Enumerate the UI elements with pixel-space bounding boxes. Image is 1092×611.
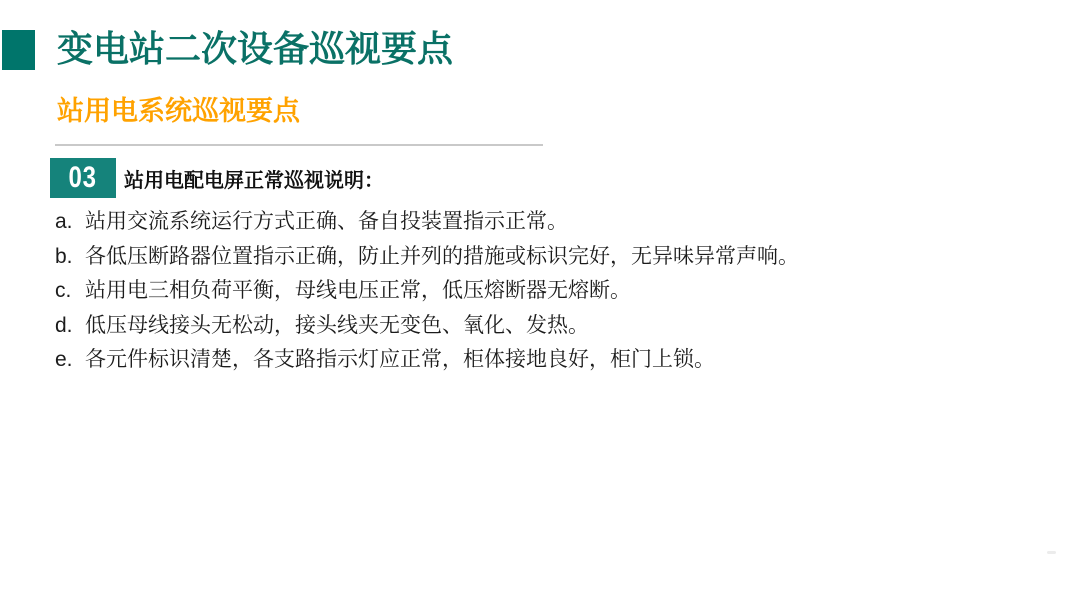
list-item-label: e. — [55, 348, 73, 371]
title-accent-square-icon — [2, 30, 35, 70]
list-item — [55, 343, 799, 378]
list-item-text: 各元件标识清楚，各支路指示灯应正常，柜体接地良好，柜门上锁。 — [85, 348, 715, 371]
subtitle-divider — [55, 144, 543, 146]
section-header-row — [50, 158, 384, 198]
list-item-label: b. — [55, 244, 73, 268]
list-item — [55, 274, 799, 309]
corner-watermark-mark — [1047, 551, 1056, 554]
list-item-text: 站用电三相负荷平衡，母线电压正常，低压熔断器无熔断。 — [85, 279, 631, 302]
list-item-text: 站用交流系统运行方式正确、备自投装置指示正常。 — [85, 210, 568, 233]
list-item — [55, 240, 799, 275]
inspection-list — [55, 205, 799, 378]
list-item — [55, 205, 799, 240]
section-number-label: 03 — [68, 161, 98, 194]
list-item — [55, 309, 799, 344]
page-title: 变电站二次设备巡视要点 — [57, 28, 454, 69]
list-item-text: 各低压断路器位置指示正确，防止并列的措施或标识完好，无异味异常声响。 — [85, 244, 799, 268]
list-item-label: a. — [55, 210, 73, 233]
list-item-label: c. — [55, 279, 72, 302]
section-heading: 站用电配电屏正常巡视说明： — [124, 169, 384, 192]
list-item-text: 低压母线接头无松动，接头线夹无变色、氧化、发热。 — [85, 313, 589, 337]
section-number-badge — [50, 158, 116, 198]
section-subtitle: 站用电系统巡视要点 — [57, 96, 300, 126]
list-item-label: d. — [55, 313, 73, 337]
